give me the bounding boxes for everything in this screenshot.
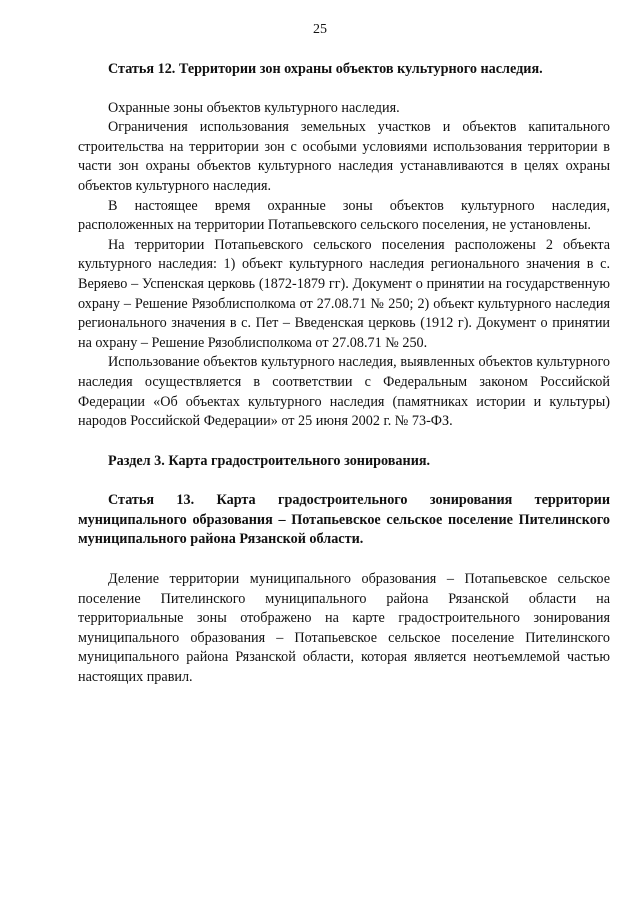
section-3-heading: Раздел 3. Карта градостроительного зонирования.	[108, 452, 431, 469]
article-12-paragraph-5: Использование объектов культурного наследия, выявленных объектов культурного наследия осуществляется в соответствии с Федеральным законом Российской Федерации «Об объектах культурного наследия (памятниках истории и культуры) народов Российской Федерации» от 25 июня 2002 г. № 73-ФЗ.	[78, 354, 610, 430]
article-12-paragraph-1: Охранные зоны объектов культурного наследия.	[108, 99, 400, 116]
article-12-paragraph-4: На территории Потапьевского сельского поселения расположены 2 объекта культурного наследия: 1) объект культурного наследия регионального значения в с. Веряево – Успенская церковь (1872-1879 гг). Документ о принятии на государственную охрану – Решение Рязоблисполкома от 27.08.71 № 250; 2) объект культурного наследия регионального значения в с. Пет – Введенская церковь (1912 г). Документ о принятии на охрану – Решение Рязоблисполкома от 27.08.71 № 250.	[78, 236, 610, 351]
article-13-heading: Статья 13. Карта градостроительного зонирования территории муниципального образования – Потапьевское сельское поселение Пителинского муниципального района Рязанской области.	[78, 492, 610, 548]
page-content	[78, 60, 610, 688]
article-13-paragraph-1: Деление территории муниципального образования – Потапьевское сельское поселение Пителинского муниципального района Рязанской области на территориальные зоны отображено на карте градостроительного зонирования муниципального образования – Потапьевское сельское поселение Пителинского муниципального района Рязанской области, которая является неотъемлемой частью настоящих правил.	[78, 571, 610, 686]
article-12-paragraph-3: В настоящее время охранные зоны объектов культурного наследия, расположенных на территории Потапьевского сельского поселения, не установлены.	[78, 197, 610, 234]
article-12-heading: Статья 12. Территории зон охраны объектов культурного наследия.	[108, 61, 543, 77]
article-12-paragraph-2: Ограничения использования земельных участков и объектов капитального строительства на территории зон с особыми условиями использования территории в части зон охраны объектов культурного наследия устанавливаются в целях охраны объектов культурного наследия.	[78, 119, 610, 194]
page-number: 25	[313, 22, 327, 37]
